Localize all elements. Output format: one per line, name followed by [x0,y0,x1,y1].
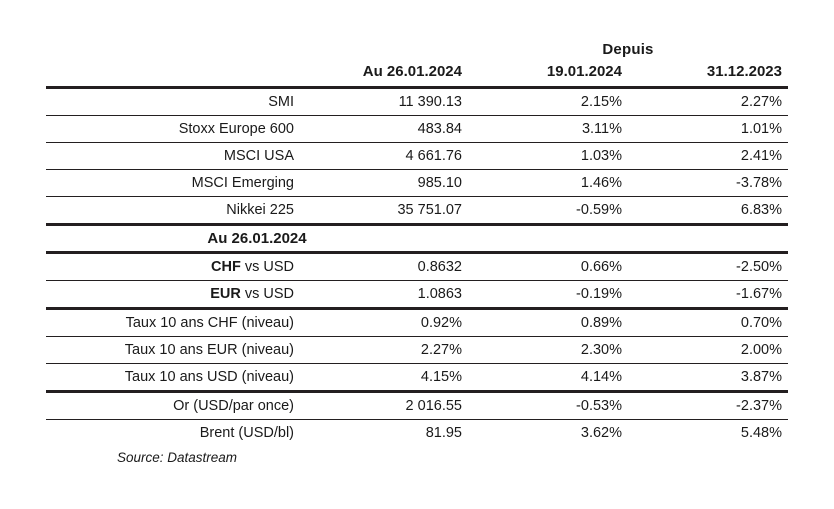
row-year: -3.78% [628,170,788,197]
row-year: 6.83% [628,197,788,225]
row-week: 0.66% [468,253,628,281]
row-year: 2.00% [628,337,788,364]
table-row [46,420,788,447]
row-year: -2.37% [628,392,788,420]
table-row [46,116,788,143]
source-note: Source: Datastream [116,450,238,465]
row-level: 81.95 [308,420,468,447]
row-level: 11 390.13 [308,88,468,116]
row-label-suffix: vs USD [240,259,294,275]
row-week: -0.19% [468,281,628,309]
table-header-depuis-row [46,38,788,63]
header-depuis-label: Depuis [602,40,654,58]
table-row [46,88,788,116]
table-header-columns-row [46,63,788,88]
subheader-date-label: Au 26.01.2024 [46,225,468,253]
table-row [46,337,788,364]
table-row [46,281,788,309]
row-week: 3.62% [468,420,628,447]
row-label: Nikkei 225 [46,197,308,225]
row-week: 1.46% [468,170,628,197]
table-row [46,392,788,420]
row-week: 2.15% [468,88,628,116]
header-col-week: 19.01.2024 [546,63,622,80]
row-year: 5.48% [628,420,788,447]
row-label: Taux 10 ans EUR (niveau) [46,337,308,364]
row-level: 1.0863 [308,281,468,309]
row-level: 483.84 [308,116,468,143]
row-week: 0.89% [468,309,628,337]
row-year: 1.01% [628,116,788,143]
row-level: 2.27% [308,337,468,364]
table-row [46,309,788,337]
row-label [46,281,308,309]
row-week: 2.30% [468,337,628,364]
row-year: 2.27% [628,88,788,116]
row-label: MSCI Emerging [46,170,308,197]
table-row [46,197,788,225]
market-data-table [46,38,788,446]
table-subheader-row [46,225,788,253]
table-row [46,170,788,197]
row-week: 4.14% [468,364,628,392]
table-row [46,253,788,281]
row-year: 3.87% [628,364,788,392]
header-col-year: 31.12.2023 [706,63,782,80]
row-label: Stoxx Europe 600 [46,116,308,143]
row-label: MSCI USA [46,143,308,170]
row-year: -2.50% [628,253,788,281]
row-week: 1.03% [468,143,628,170]
row-level: 0.92% [308,309,468,337]
row-year: 2.41% [628,143,788,170]
table-row [46,143,788,170]
row-label: Taux 10 ans USD (niveau) [46,364,308,392]
row-level: 2 016.55 [308,392,468,420]
row-label: Brent (USD/bl) [46,420,308,447]
spacer-cell-level [308,38,468,63]
row-label-currency: CHF [211,259,241,275]
header-col-level: Au 26.01.2024 [362,63,462,80]
row-week: 3.11% [468,116,628,143]
row-level: 0.8632 [308,253,468,281]
row-level: 4 661.76 [308,143,468,170]
row-label-currency: EUR [210,286,241,302]
table-row [46,364,788,392]
row-label-suffix: vs USD [240,286,294,302]
row-level: 4.15% [308,364,468,392]
row-label: Taux 10 ans CHF (niveau) [46,309,308,337]
row-label: SMI [46,88,308,116]
row-label [46,253,308,281]
row-year: 0.70% [628,309,788,337]
row-week: -0.53% [468,392,628,420]
row-level: 35 751.07 [308,197,468,225]
row-level: 985.10 [308,170,468,197]
subheader-spacer-year [628,225,788,253]
row-week: -0.59% [468,197,628,225]
spacer-cell [46,38,308,63]
subheader-spacer-week [468,225,628,253]
row-label: Or (USD/par once) [46,392,308,420]
header-empty-label [46,63,308,88]
row-year: -1.67% [628,281,788,309]
